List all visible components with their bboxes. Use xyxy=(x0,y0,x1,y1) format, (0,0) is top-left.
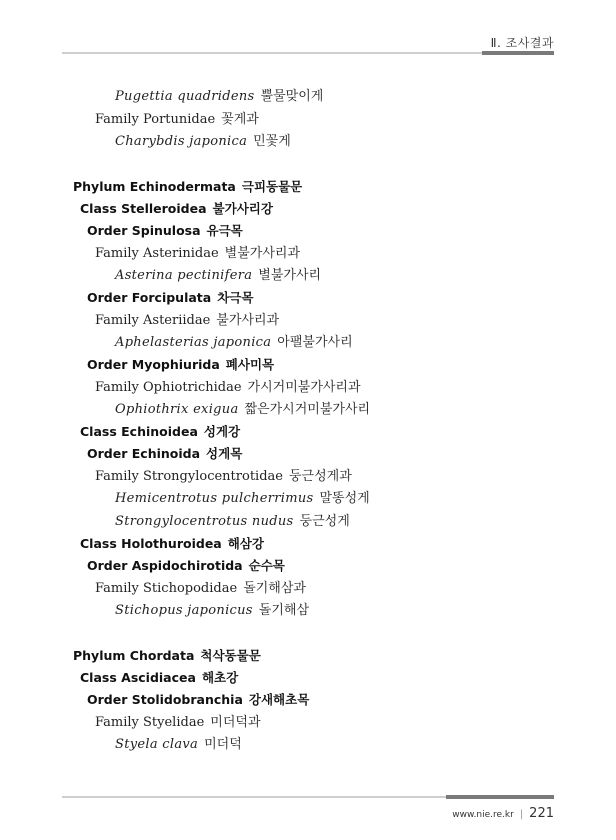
species-line xyxy=(115,335,353,351)
footer-text xyxy=(452,806,554,821)
footer-rule-accent xyxy=(446,795,554,799)
rank-label: Family xyxy=(95,469,139,484)
site-url: www.nie.re.kr xyxy=(452,810,514,820)
korean-name: 별불가사리과 xyxy=(224,246,301,261)
order-line xyxy=(87,692,309,708)
rank-label: Family xyxy=(95,380,139,395)
taxon-name: Stelleroidea xyxy=(121,201,207,216)
korean-name: 척삭동물문 xyxy=(200,648,261,663)
korean-name: 꽃게과 xyxy=(221,112,259,127)
korean-name: 극피동물문 xyxy=(241,179,303,194)
korean-name: 말똥성게 xyxy=(319,491,370,506)
rank-label: Order xyxy=(87,558,128,573)
korean-name: 해초강 xyxy=(201,670,239,685)
species-line xyxy=(115,134,291,150)
scientific-name: Ophiothrix exigua xyxy=(115,402,239,417)
order-line xyxy=(87,558,285,574)
rank-label: Class xyxy=(80,424,117,439)
class-line xyxy=(80,424,240,440)
korean-name: 강새해초목 xyxy=(248,692,310,707)
korean-name: 해삼강 xyxy=(227,536,264,551)
korean-name: 성게목 xyxy=(206,446,243,461)
family-line xyxy=(95,715,261,731)
footer-separator: | xyxy=(519,809,524,820)
family-line xyxy=(95,112,259,128)
class-line xyxy=(80,670,238,686)
korean-name: 가시거미불가사리과 xyxy=(247,380,361,395)
korean-name: 별불가사리 xyxy=(258,268,322,283)
taxon-name: Chordata xyxy=(129,648,195,663)
scientific-name: Stichopus japonicus xyxy=(115,603,253,618)
family-line xyxy=(95,469,352,485)
species-line xyxy=(115,491,370,507)
korean-name: 미더덕과 xyxy=(210,715,261,730)
phylum-line xyxy=(73,648,261,664)
rank-label: Family xyxy=(95,313,139,328)
scientific-name: Hemicentrotus pulcherrimus xyxy=(115,491,314,506)
korean-name: 성게강 xyxy=(203,424,241,439)
page-number: 221 xyxy=(529,806,554,821)
korean-name: 차극목 xyxy=(217,290,254,305)
scientific-name: Aphelasterias japonica xyxy=(115,335,272,350)
species-line xyxy=(115,402,370,418)
rank-label: Order xyxy=(87,446,128,461)
rank-label: Class xyxy=(80,201,117,216)
korean-name: 불가사리과 xyxy=(216,313,280,328)
taxon-name: Echinoida xyxy=(131,446,201,461)
korean-name: 미더덕 xyxy=(204,737,242,752)
header-rule-accent xyxy=(482,51,554,55)
rank-label: Order xyxy=(87,223,128,238)
taxon-name: Aspidochirotida xyxy=(131,558,243,573)
phylum-line xyxy=(73,179,302,195)
class-line xyxy=(80,201,273,217)
taxon-name: Portunidae xyxy=(143,112,216,127)
korean-name: 돌기해삼 xyxy=(258,603,309,618)
taxon-name: Echinodermata xyxy=(129,179,236,194)
taxon-name: Spinulosa xyxy=(131,223,201,238)
rank-label: Order xyxy=(87,357,128,372)
taxon-name: Strongylocentrotidae xyxy=(143,469,283,484)
order-line xyxy=(87,223,243,239)
order-line xyxy=(87,290,253,306)
taxon-name: Echinoidea xyxy=(121,424,198,439)
family-line xyxy=(95,313,279,329)
korean-name: 돌기해삼과 xyxy=(243,581,306,596)
family-line xyxy=(95,246,300,262)
taxon-name: Styelidae xyxy=(143,715,205,730)
rank-label: Class xyxy=(80,536,117,551)
taxon-name: Ascidiacea xyxy=(121,670,196,685)
class-line xyxy=(80,536,264,552)
korean-name: 유극목 xyxy=(206,223,243,238)
scientific-name: Asterina pectinifera xyxy=(115,268,253,283)
korean-name: 폐사미목 xyxy=(225,357,275,372)
taxon-name: Stolidobranchia xyxy=(131,692,243,707)
taxon-name: Forcipulata xyxy=(131,290,212,305)
family-line xyxy=(95,581,306,597)
korean-name: 아팰불가사리 xyxy=(277,335,353,350)
korean-name: 불가사리강 xyxy=(212,201,273,216)
taxon-name: Holothuroidea xyxy=(121,536,222,551)
rank-label: Phylum xyxy=(73,648,126,663)
header-rule xyxy=(62,52,554,54)
scientific-name: Pugettia quadridens xyxy=(115,89,255,104)
species-line xyxy=(115,603,309,619)
family-line xyxy=(95,380,361,396)
scientific-name: Strongylocentrotus nudus xyxy=(115,514,294,529)
rank-label: Order xyxy=(87,290,128,305)
taxon-name: Asterinidae xyxy=(143,246,219,261)
korean-name: 민꽃게 xyxy=(253,134,291,149)
rank-label: Family xyxy=(95,715,139,730)
rank-label: Order xyxy=(87,692,128,707)
species-line xyxy=(115,737,242,753)
scientific-name: Styela clava xyxy=(115,737,199,752)
taxon-name: Ophiotrichidae xyxy=(143,380,242,395)
taxon-name: Asteriidae xyxy=(143,313,211,328)
order-line xyxy=(87,357,274,373)
taxon-name: Stichopodidae xyxy=(143,581,238,596)
section-title: Ⅱ. 조사결과 xyxy=(490,36,554,50)
korean-name: 둥근성게과 xyxy=(288,469,352,484)
rank-label: Class xyxy=(80,670,117,685)
rank-label: Family xyxy=(95,246,139,261)
taxon-name: Myophiurida xyxy=(131,357,220,372)
korean-name: 둥근성게 xyxy=(299,514,350,529)
rank-label: Family xyxy=(95,112,139,127)
rank-label: Family xyxy=(95,581,139,596)
species-line xyxy=(115,89,323,105)
rank-label: Phylum xyxy=(73,179,126,194)
species-line xyxy=(115,268,321,284)
scientific-name: Charybdis japonica xyxy=(115,134,248,149)
korean-name: 짧은가시거미불가사리 xyxy=(244,402,371,417)
korean-name: 뿔물맞이게 xyxy=(260,89,324,104)
species-line xyxy=(115,514,350,530)
korean-name: 순수목 xyxy=(248,558,285,573)
order-line xyxy=(87,446,242,462)
